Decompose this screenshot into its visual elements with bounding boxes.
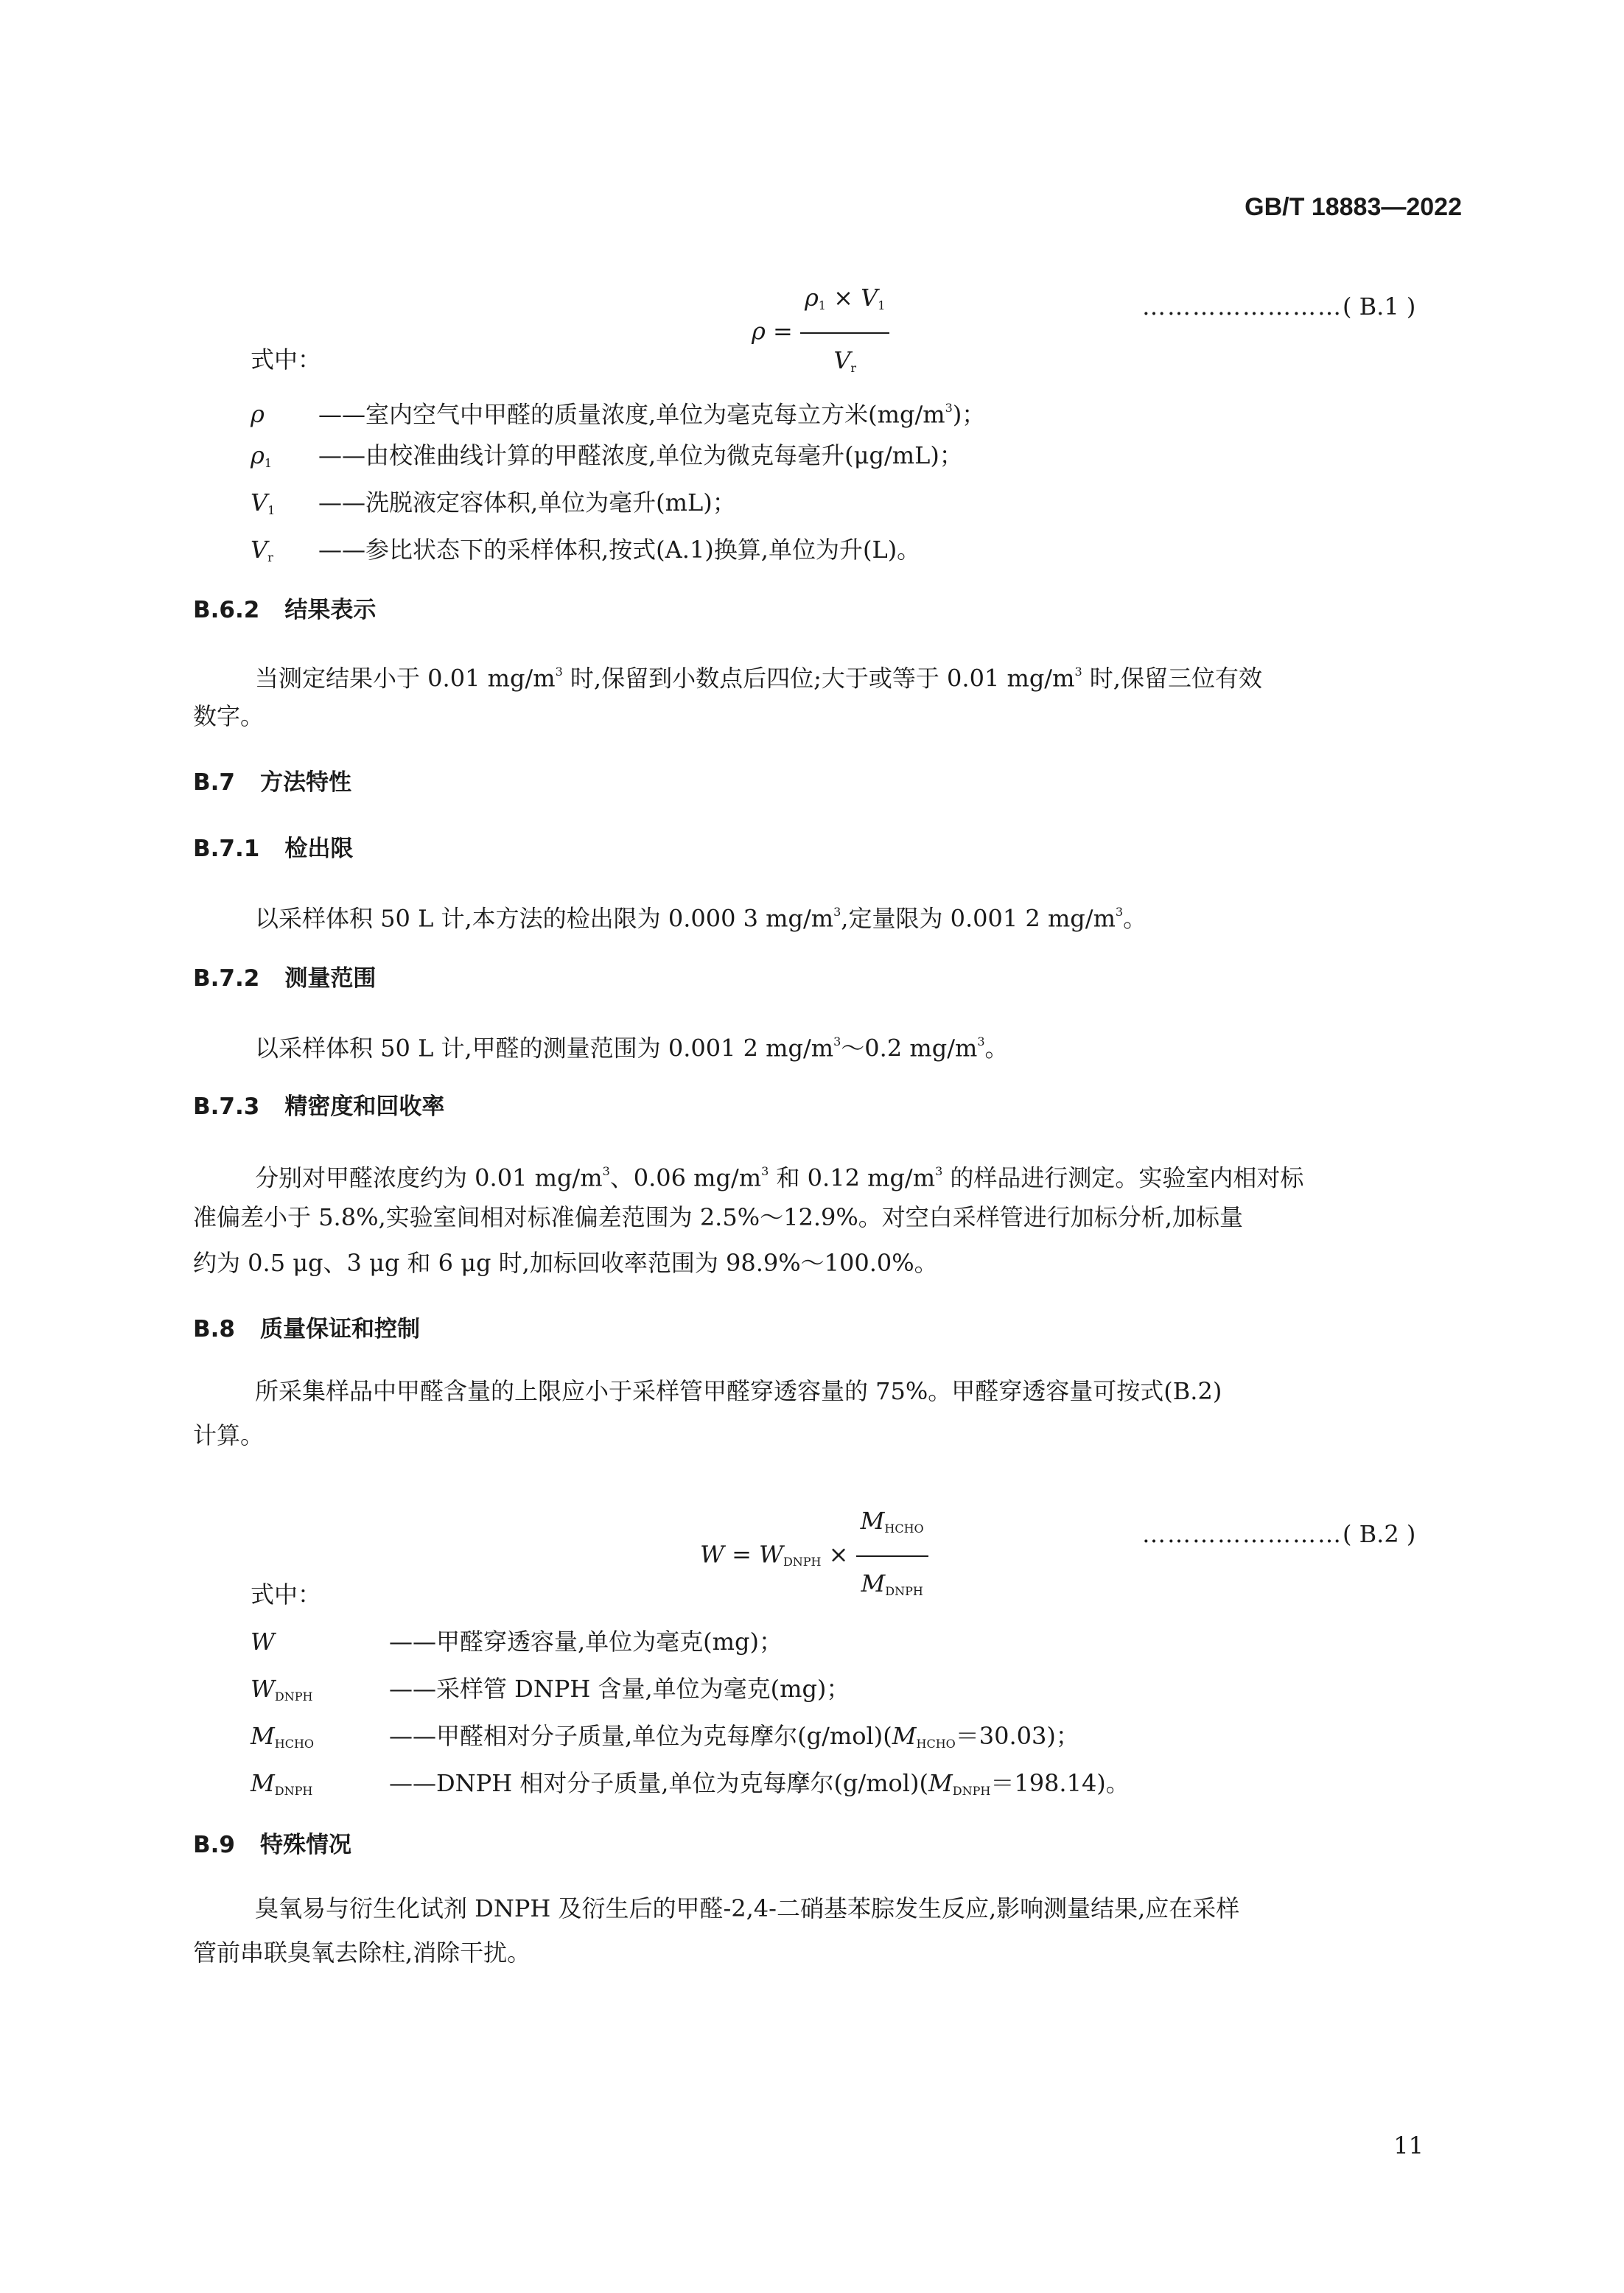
b6-2-paragraph-line: 数字。 — [193, 702, 265, 730]
where2-row: W ——甲醛穿透容量,单位为毫克(mg)； — [251, 1628, 783, 1656]
b6-2-paragraph-line: 当测定结果小于 0.01 $mg/m^3$ 时,保留到小数点后四位;大于或等于 0.01 $mg/m^3$ 时,保留三位有效 — [255, 664, 1262, 693]
b7-3-paragraph-line: 准偏差小于 5.8%,实验室间相对标准偏差范围为 2.5%～12.9%。对空白采样管进行加标分析,加标量 — [193, 1203, 1243, 1231]
where2-row: $W_{DNPH}$ ——采样管 DNPH 含量,单位为毫克(mg)； — [251, 1675, 850, 1704]
formula-b1-lhs: ρ — [752, 317, 766, 346]
b7-1-paragraph: 以采样体积 50 L 计,本方法的检出限为 0.000 3 $mg/m^3$,定量限为 0.001 2 $mg/m^3$。 — [255, 904, 1147, 933]
section-b7-1-heading: B.7.1 检出限 — [193, 836, 354, 862]
page-number: 11 — [1393, 2132, 1424, 2160]
section-b7-2-heading: B.7.2 测量范围 — [193, 965, 377, 992]
b8-paragraph-line: 所采集样品中甲醛含量的上限应小于采样管甲醛穿透容量的 75%。甲醛穿透容量可按式(B.2) — [255, 1377, 1222, 1405]
b9-paragraph-line: 臭氧易与衍生化试剂 DNPH 及衍生后的甲醛-2,4-二硝基苯腙发生反应,影响测量结果,应在采样 — [255, 1894, 1240, 1922]
formula-b2-denominator: $M_{DNPH}$ — [861, 1569, 923, 1598]
formula-b2-tag: ……………………( B.2 ) — [1142, 1520, 1416, 1548]
section-b7-heading: B.7 方法特性 — [193, 769, 351, 796]
standard-code: GB/T 18883—2022 — [1245, 193, 1462, 221]
b8-paragraph-line: 计算。 — [193, 1421, 265, 1449]
formula-b2: $W = W_{DNPH}$ × $\frac{M_{HCHO}}{M_{DNPH}}$ — [700, 1497, 928, 1615]
formula-b2-numerator: $M_{HCHO}$ — [856, 1497, 928, 1557]
where1-row: $\rho_1$ ——由校准曲线计算的甲醛浓度,单位为微克每毫升(μg/mL)； — [251, 441, 963, 470]
b7-3-paragraph-line: 分别对甲醛浓度约为 0.01 $mg/m^3$、0.06 $mg/m^3$ 和 0.12 $mg/m^3$ 的样品进行测定。实验室内相对标 — [255, 1163, 1304, 1192]
where1-row: $V_r$ ——参比状态下的采样体积,按式(A.1)换算,单位为升(L)。 — [251, 536, 921, 564]
formula-b1-tag: ……………………( B.1 ) — [1142, 293, 1416, 321]
formula-b2-fraction — [856, 1497, 928, 1615]
where-label-2: 式中： — [251, 1580, 322, 1608]
where1-row: $V_1$ ——洗脱液定容体积,单位为毫升(mL)； — [251, 489, 736, 517]
where2-row: $M_{DNPH}$ ——DNPH 相对分子质量,单位为克每摩尔$(g/mol)(M_{DNPH}=198.14)$。 — [251, 1769, 1130, 1798]
formula-b1-eq: = — [772, 317, 793, 346]
formula-b1-numerator: $\rho_1 \times V_1$ — [800, 274, 889, 334]
b9-paragraph-line: 管前串联臭氧去除柱,消除干扰。 — [193, 1939, 531, 1967]
section-b7-3-heading: B.7.3 精密度和回收率 — [193, 1093, 445, 1120]
where1-row: ρ ——室内空气中甲醛的质量浓度,单位为毫克每立方米$(mg/m^3)$； — [251, 400, 986, 429]
formula-b1-fraction — [800, 274, 889, 392]
where-label-1: 式中： — [251, 346, 322, 374]
section-b8-heading: B.8 质量保证和控制 — [193, 1316, 420, 1342]
formula-b1 — [752, 274, 889, 392]
b7-3-paragraph-line: 约为 0.5 μg、3 μg 和 6 μg 时,加标回收率范围为 98.9%～100.0%。 — [193, 1249, 938, 1277]
where2-row: $M_{HCHO}$ ——甲醛相对分子质量,单位为克每摩尔$(g/mol)(M_{HCHO}=30.03)$； — [251, 1722, 1079, 1751]
section-b9-heading: B.9 特殊情况 — [193, 1832, 351, 1858]
formula-b1-denominator: $V_r$ — [833, 346, 857, 375]
b7-2-paragraph: 以采样体积 50 L 计,甲醛的测量范围为 0.001 2 $mg/m^3\sim 0.2$ $mg/m^3$。 — [255, 1034, 1009, 1063]
section-b6-2-heading: B.6.2 结果表示 — [193, 597, 377, 623]
